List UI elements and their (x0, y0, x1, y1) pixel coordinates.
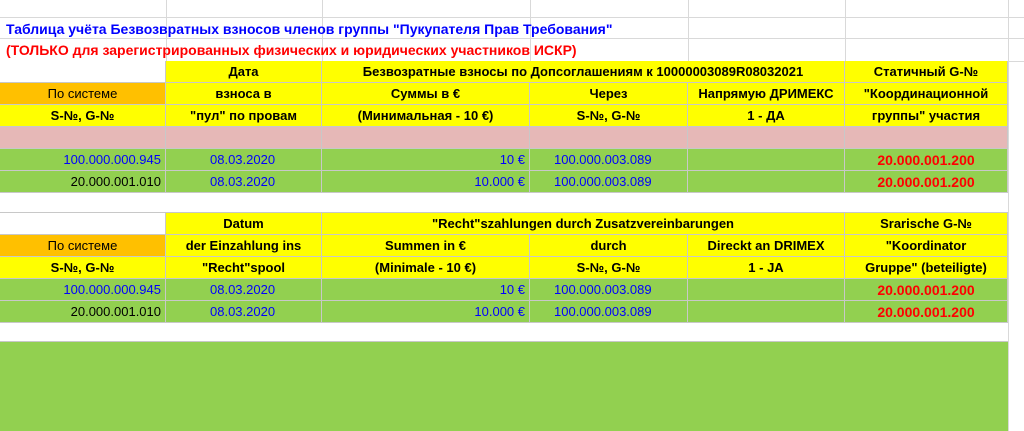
sheet-title: Таблица учёта Безвозвратных взносов членов группы "Пукупателя Прав Требования" (6, 21, 613, 37)
de-row1-sum[interactable]: 10 € (322, 279, 530, 301)
de-col-date-1[interactable]: Datum (166, 213, 322, 235)
pink-cell[interactable] (530, 127, 688, 149)
de-col-system-top[interactable]: По системе (0, 235, 166, 257)
de-row2-static[interactable]: 20.000.001.200 (845, 301, 1008, 323)
ru-col-static-2[interactable]: "Координационной (845, 83, 1008, 105)
green-filler-area[interactable] (0, 342, 1008, 431)
ru-row1-direct[interactable] (688, 149, 845, 171)
ru-col-system-bottom[interactable]: S-№, G-№ (0, 105, 166, 127)
de-col-via-2[interactable]: S-№, G-№ (530, 257, 688, 279)
gridline (688, 0, 689, 61)
de-col-static-3[interactable]: Gruppe" (beteiligte) (845, 257, 1008, 279)
de-col-sum-1[interactable]: Summen in € (322, 235, 530, 257)
ru-group-header[interactable]: Безвозратные взносы по Допсоглашениям к 10000003089R08032021 (322, 61, 845, 83)
de-row1-direct[interactable] (688, 279, 845, 301)
ru-col-date-1[interactable]: Дата (166, 61, 322, 83)
ru-row1-system[interactable]: 100.000.000.945 (0, 149, 166, 171)
ru-col-date-3[interactable]: "пул" по провам (166, 105, 322, 127)
ru-col-via-2[interactable]: S-№, G-№ (530, 105, 688, 127)
ru-row1-sum[interactable]: 10 € (322, 149, 530, 171)
de-col-static-1[interactable]: Srarische G-№ (845, 213, 1008, 235)
de-col-system-bottom[interactable]: S-№, G-№ (0, 257, 166, 279)
ru-row2-date[interactable]: 08.03.2020 (166, 171, 322, 193)
pink-cell[interactable] (322, 127, 530, 149)
ru-col-system-top[interactable]: По системе (0, 83, 166, 105)
de-row2-direct[interactable] (688, 301, 845, 323)
ru-col-direct-2[interactable]: 1 - ДА (688, 105, 845, 127)
ru-row2-direct[interactable] (688, 171, 845, 193)
de-col-date-2[interactable]: der Einzahlung ins (166, 235, 322, 257)
ru-row1-date[interactable]: 08.03.2020 (166, 149, 322, 171)
de-group-header[interactable]: "Recht"szahlungen durch Zusatzvereinbarungen (322, 213, 845, 235)
de-col-direct-1[interactable]: Direckt an DRIMEX (688, 235, 845, 257)
ru-col-via-1[interactable]: Через (530, 83, 688, 105)
ru-row2-via[interactable]: 100.000.003.089 (530, 171, 688, 193)
empty-row[interactable] (0, 193, 1008, 213)
pink-cell[interactable] (845, 127, 1008, 149)
ru-row1-static[interactable]: 20.000.001.200 (845, 149, 1008, 171)
gridline (0, 38, 1024, 39)
de-col-static-2[interactable]: "Koordinator (845, 235, 1008, 257)
gridline (1008, 0, 1009, 431)
de-col-via-1[interactable]: durch (530, 235, 688, 257)
empty-cell[interactable] (0, 61, 166, 83)
ru-col-sum-1[interactable]: Суммы в € (322, 83, 530, 105)
de-row2-system[interactable]: 20.000.001.010 (0, 301, 166, 323)
empty-row[interactable] (0, 323, 1008, 342)
pink-cell[interactable] (166, 127, 322, 149)
empty-cell[interactable] (0, 213, 166, 235)
de-col-direct-2[interactable]: 1 - JA (688, 257, 845, 279)
ru-row2-static[interactable]: 20.000.001.200 (845, 171, 1008, 193)
sheet-subtitle: (ТОЛЬКО для зарегистрированных физических и юридических участников ИСКР) (6, 42, 577, 58)
ru-row2-sum[interactable]: 10.000 € (322, 171, 530, 193)
de-row1-via[interactable]: 100.000.003.089 (530, 279, 688, 301)
de-row2-via[interactable]: 100.000.003.089 (530, 301, 688, 323)
pink-cell[interactable] (688, 127, 845, 149)
ru-col-static-3[interactable]: группы" участия (845, 105, 1008, 127)
ru-col-static-1[interactable]: Статичный G-№ (845, 61, 1008, 83)
de-row2-sum[interactable]: 10.000 € (322, 301, 530, 323)
ru-col-direct-1[interactable]: Напрямую ДРИМЕКС (688, 83, 845, 105)
de-row1-system[interactable]: 100.000.000.945 (0, 279, 166, 301)
ru-row2-system[interactable]: 20.000.001.010 (0, 171, 166, 193)
gridline (845, 0, 846, 61)
de-row1-static[interactable]: 20.000.001.200 (845, 279, 1008, 301)
de-col-date-3[interactable]: "Recht"spool (166, 257, 322, 279)
gridline (0, 17, 1024, 18)
ru-row1-via[interactable]: 100.000.003.089 (530, 149, 688, 171)
de-row1-date[interactable]: 08.03.2020 (166, 279, 322, 301)
de-row2-date[interactable]: 08.03.2020 (166, 301, 322, 323)
de-col-sum-2[interactable]: (Minimale - 10 €) (322, 257, 530, 279)
ru-col-date-2[interactable]: взноса в (166, 83, 322, 105)
ru-col-sum-2[interactable]: (Минимальная - 10 €) (322, 105, 530, 127)
pink-cell[interactable] (0, 127, 166, 149)
